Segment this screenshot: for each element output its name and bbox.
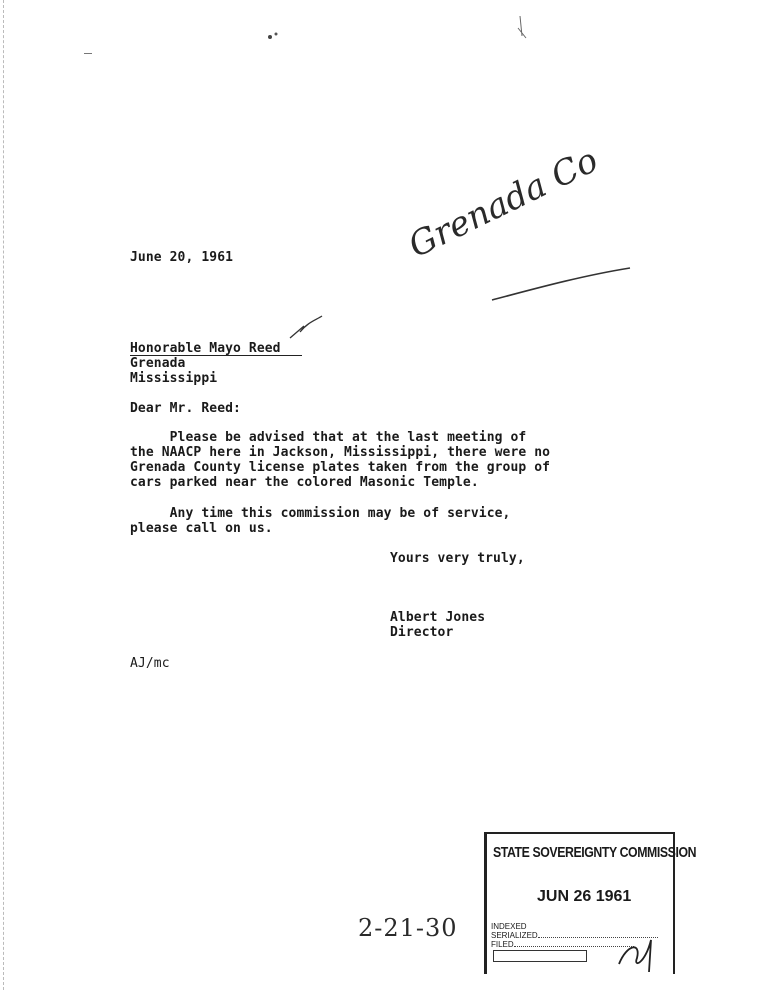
received-stamp (484, 832, 697, 974)
stamp-box (493, 950, 587, 962)
typist-initials: AJ/mc (130, 656, 170, 671)
letter-date: June 20, 1961 (130, 250, 234, 265)
handwritten-underline (490, 260, 635, 305)
body-line: please call on us. (130, 521, 273, 536)
stamp-title: STATE SOVEREIGNTY COMMISSION (493, 844, 697, 861)
stamp-initials (615, 934, 665, 974)
page-mark (262, 28, 290, 44)
stamp-serialized: SERIALIZED (491, 931, 538, 940)
body-line: cars parked near the colored Masonic Temple. (130, 475, 479, 490)
left-edge-mark (3, 0, 4, 990)
stamp-filed: FILED (491, 940, 514, 949)
handwritten-file-number: 2-21-30 (358, 914, 458, 942)
stamp-date: JUN 26 1961 (537, 888, 632, 905)
signer-title: Director (390, 625, 454, 640)
closing: Yours very truly, (390, 551, 525, 566)
signer-name: Albert Jones (390, 610, 486, 625)
handwritten-checkmark (286, 312, 326, 342)
recipient-city: Grenada (130, 356, 186, 371)
recipient-state: Mississippi (130, 371, 218, 386)
body-line: Grenada County license plates taken from the group of (130, 460, 551, 475)
body-line: the NAACP here in Jackson, Mississippi, there were no (130, 445, 551, 460)
body-line: Please be advised that at the last meeting of (130, 430, 527, 445)
page-mark (512, 14, 532, 42)
recipient-name: Honorable Mayo Reed (130, 341, 281, 356)
salutation: Dear Mr. Reed: (130, 401, 241, 416)
page-mark (84, 53, 92, 54)
stamp-indexed: INDEXED (491, 922, 527, 931)
handwritten-annotation: Grenada Co (402, 140, 605, 266)
body-line: Any time this commission may be of service, (130, 506, 511, 521)
